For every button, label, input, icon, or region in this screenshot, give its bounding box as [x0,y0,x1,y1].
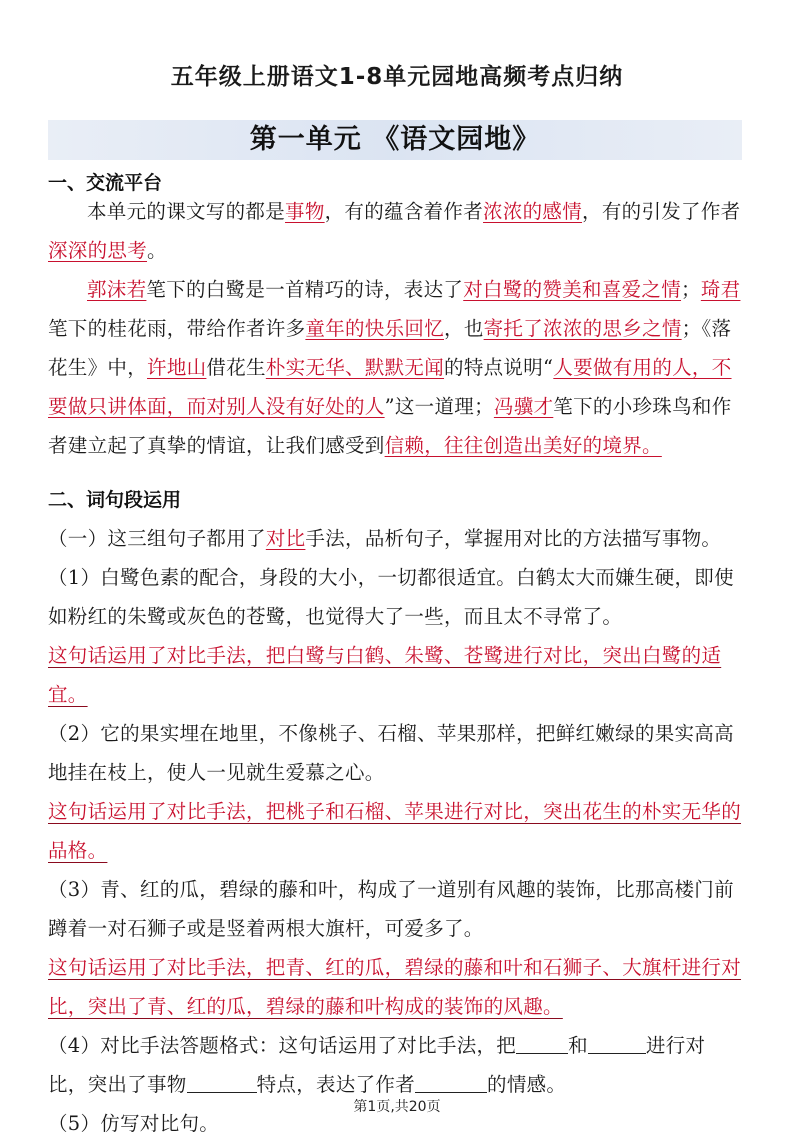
author-name: 许地山 [147,356,207,379]
exercise-item-5: （5）仿写对比句。 [48,1112,220,1135]
exercise-intro: （一）这三组句子都用了对比手法，品析句子，掌握用对比的方法描写事物。 [48,527,722,550]
fill-blank[interactable] [415,1073,487,1094]
author-name: 郭沫若 [87,278,147,301]
key-term: 深深的思考 [48,239,148,262]
key-term: 寄托了浓浓的思乡之情 [483,317,682,340]
section2-content [48,519,744,1143]
section-heading-exchange: 一、交流平台 [48,172,163,194]
key-term: 对比 [265,527,306,550]
section-heading-usage: 二、词句段运用 [48,489,182,511]
page-footer: 第1页,共20页 [353,1099,441,1115]
key-term: 事物 [285,200,325,223]
author-name: 琦君 [700,278,741,301]
key-term: 人要做有用的人，不要做只讲体面，而对别人没有好处的人 [48,356,732,418]
key-term: 童年的快乐回忆 [305,317,445,340]
answer-3: 这句话运用了对比手法，把青、红的瓜，碧绿的藤和叶和石狮子、大旗杆进行对比，突出了青、红的瓜，碧绿的藤和叶构成的装饰的风趣。 [48,956,742,1018]
unit-banner: 第一单元 《语文园地》 [48,120,742,160]
section1-content [48,192,744,465]
paragraph-unit-summary: 本单元的课文写的都是事物，有的蕴含着作者浓浓的感情，有的引发了作者深深的思考。 [48,200,741,262]
exercise-item-1: （1）白鹭色素的配合，身段的大小，一切都很适宜。白鹤太大而嫌生硬，即使如粉红的朱鹭或灰色的苍鹭，也觉得大了一些，而且太不寻常了。 [48,566,734,628]
answer-1: 这句话运用了对比手法，把白鹭与白鹤、朱鹭、苍鹭进行对比，突出白鹭的适宜。 [48,644,722,706]
author-name: 冯骥才 [493,395,554,418]
answer-2: 这句话运用了对比手法，把桃子和石榴、苹果进行对比，突出花生的朴实无华的品格。 [48,800,742,862]
exercise-item-4: （4）对比手法答题格式：这句话运用了对比手法，把 和 进行对比，突出了事物 特点，表达了作者 的情感。 [48,1034,706,1096]
fill-blank[interactable] [187,1073,257,1094]
exercise-item-3: （3）青、红的瓜，碧绿的藤和叶，构成了一道别有风趣的装饰，比那高楼门前蹲着一对石狮子或是竖着两根大旗杆，可爱多了。 [48,878,734,940]
fill-blank[interactable] [516,1034,568,1055]
key-term: 对白鹭的赞美和喜爱之情 [463,278,682,301]
key-term: 朴实无华、默默无闻 [265,356,445,379]
paragraph-authors: 郭沫若笔下的白鹭是一首精巧的诗，表达了对白鹭的赞美和喜爱之情；琦君笔下的桂花雨，带给作者许多童年的快乐回忆，也寄托了浓浓的思乡之情；《落花生》中，许地山借花生朴实无华、默默无闻的特点说明“人要做有用的人，不要做只讲体面，而对别人没有好处的人”这一道理；冯骥才笔下的小珍珠鸟和作者建立起了真挚的情谊，让我们感受到信赖，往往创造出美好的境界。 [48,278,741,457]
key-term: 信赖，往往创造出美好的境界。 [384,434,662,457]
document-title: 五年级上册语文1-8单元园地高频考点归纳 [170,64,624,90]
fill-blank[interactable] [588,1034,646,1055]
exercise-item-2: （2）它的果实埋在地里，不像桃子、石榴、苹果那样，把鲜红嫩绿的果实高高地挂在枝上，使人一见就生爱慕之心。 [48,722,734,784]
key-term: 浓浓的感情 [483,200,583,223]
